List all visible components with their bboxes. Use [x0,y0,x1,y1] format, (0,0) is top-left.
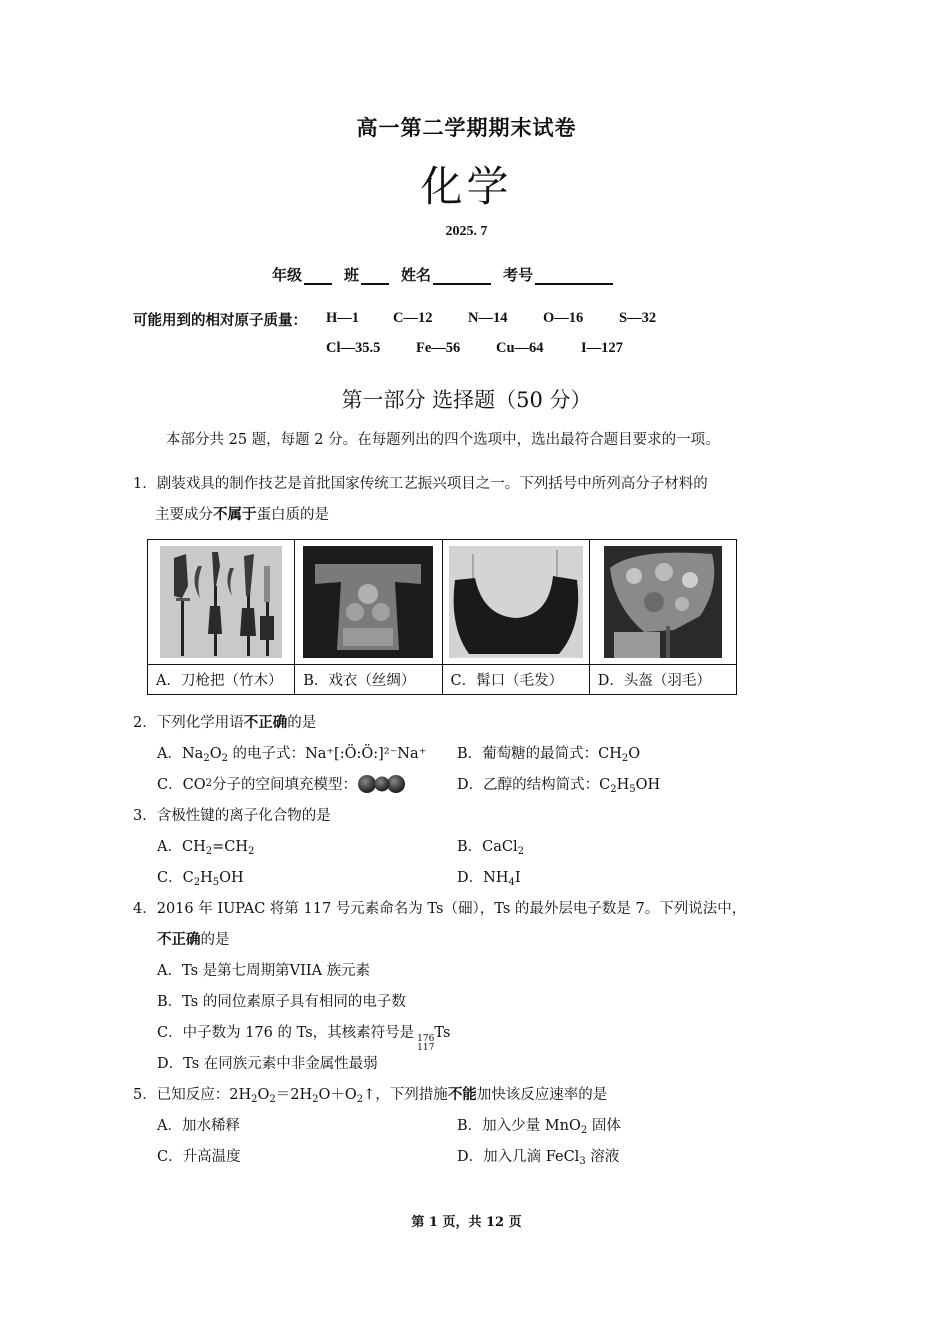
q2-number: 2． [133,715,157,731]
q5-option-a[interactable]: A．加水稀释 [157,1118,240,1134]
q2-a-pre: A．Na [157,746,204,762]
mass-cl: Cl—35.5 [326,340,381,356]
q1-number: 1． [133,476,157,492]
q2-option-c[interactable]: C．CO 2 分子的空间填充模型： [157,773,407,794]
part1-intro: 本部分共 25 题，每题 2 分。在每题列出的四个选项中，选出最符合题目要求的一项。 [166,432,720,448]
helmet-photo [590,540,736,665]
beard-photo [443,540,589,665]
mass-n: N—14 [468,310,508,326]
mass-h: H—1 [326,310,360,326]
q3-a-1: A．CH [157,839,206,855]
q5-option-b[interactable] [457,1114,621,1135]
q5-b-post: 固体 [587,1118,621,1134]
q1-option-b-label: B．戏衣（丝绸） [303,673,416,689]
q2-b-pre: B．葡萄糖的最简式：CH [457,746,622,762]
q1-stem-line2 [155,503,329,524]
q5-option-c[interactable]: C．升高温度 [157,1149,241,1165]
q3-option-a[interactable] [157,835,254,856]
q5-number: 5． [133,1087,157,1103]
q1-stem-emphasis: 不属于 [213,507,257,523]
q3-c-1: C．C [157,870,194,886]
exam-date: 2025. 7 [445,224,488,239]
q1-option-d-label: D．头盔（羽毛） [597,673,711,689]
q2-option-d[interactable] [457,773,660,794]
q3-b-1: B．CaCl [457,839,518,855]
q1-stem-pre: 主要成分 [155,507,213,523]
q3-d-3: I [514,870,521,886]
helmet-image [604,546,722,658]
q3-c-2: 2 [193,877,201,888]
q2-option-b[interactable] [457,742,640,763]
q2-stem-emphasis: 不正确 [243,715,288,731]
q3-stem-text: 含极性键的离子化合物的是 [156,808,331,824]
q3-a-2: 2 [205,846,213,857]
q5-s3: 2 [312,1094,319,1105]
q4-option-b[interactable]: B．Ts 的同位素原子具有相同的电子数 [157,994,406,1010]
name-label: 姓名 [401,266,432,284]
student-info-line [272,264,625,285]
mass-o: O—16 [543,310,584,326]
q4-number: 4． [133,901,157,917]
q5-t3: O＋O [318,1087,357,1103]
q3-c-3: H [200,870,213,886]
atomic-number: 117 [417,1043,435,1053]
nuclide-symbol-numbers [417,1035,434,1053]
q3-option-d[interactable] [457,866,521,887]
grade-label: 年级 [272,266,303,284]
q1-image-table [147,539,737,695]
q2-a-sub2: 2 [221,753,228,764]
name-blank[interactable] [433,269,491,285]
beard-image [449,546,583,658]
q5-stem [133,1083,607,1104]
q5-d-post: 溶液 [585,1149,620,1165]
q3-option-b[interactable] [457,835,524,856]
q1-stem-post: 蛋白质的是 [256,507,329,523]
q4-c-pre: C．中子数为 176 的 Ts，其核素符号是 [157,1025,415,1041]
co2-space-filling-model-icon [357,774,407,794]
mass-s: S—32 [619,310,657,326]
q2-d-mid: H [616,777,630,793]
q4-option-d[interactable]: D．Ts 在同族元素中非金属性最弱 [157,1056,378,1072]
q5-d-pre: D．加入几滴 FeCl [457,1149,580,1165]
q2-stem-post: 的是 [287,715,317,731]
q2-d-sub2: 5 [629,784,636,795]
q5-t2: ＝2H [275,1087,313,1103]
robe-photo [295,540,441,665]
q5-b-pre: B．加入少量 MnO [457,1118,581,1134]
mass-number: 176 [417,1034,435,1044]
atomic-masses-label: 可能用到的相对原子质量： [133,313,307,329]
mass-c: C—12 [393,310,433,326]
q5-s1: 2 [251,1094,258,1105]
weapons-photo [148,540,294,665]
q4-stem-line1 [133,897,746,918]
q3-option-c[interactable] [157,866,244,887]
subject-title: 化学 [420,162,513,211]
q2-stem [133,711,316,732]
q2-a-mid: O [209,746,222,762]
q4-stem-line2 [157,928,230,949]
q3-d-2: 4 [508,877,515,888]
q2-d-post: OH [635,777,661,793]
q2-d-pre: D．乙醇的结构简式：C [457,777,611,793]
q4-option-c[interactable] [157,1021,450,1053]
q3-a-4: 2 [247,846,255,857]
q2-stem-pre: 下列化学用语 [156,715,244,731]
mass-fe: Fe—56 [416,340,461,356]
q1-option-c-label: C．髯口（毛发） [450,673,564,689]
q2-c-post: 分子的空间填充模型： [211,777,357,793]
exam-no-label: 考号 [503,266,534,284]
q5-t1: O [257,1087,270,1103]
q3-number: 3． [133,808,157,824]
q2-a-post: 的电子式： [227,746,306,762]
q1-option-a-label: A．刀枪把（竹木） [156,673,283,689]
q4-option-a[interactable]: A．Ts 是第七周期第VIIA 族元素 [157,963,371,979]
q5-option-d[interactable] [457,1145,619,1166]
q5-stem-post: 加快该反应速率的是 [476,1087,608,1103]
q1-option-c[interactable] [443,540,590,694]
grade-blank[interactable] [304,269,332,285]
exam-title: 高一第二学期期末试卷 [356,116,577,140]
page-footer: 第 1 页，共 12 页 [411,1215,522,1230]
na2o2-electron-formula: Na⁺[:Ö:Ö:]²⁻Na⁺ [305,746,427,762]
q2-option-a[interactable] [157,742,426,763]
exam-no-blank[interactable] [535,269,613,285]
q3-a-3: =CH [212,839,248,855]
q1-option-d[interactable] [590,540,736,694]
q1-stem-text: 剧装戏具的制作技艺是首批国家传统工艺振兴项目之一。下列括号中所列高分子材料的 [156,476,708,492]
class-label: 班 [344,266,360,284]
class-blank[interactable] [361,269,389,285]
q1-option-b[interactable] [295,540,442,694]
part1-title: 第一部分 选择题（50 分） [341,388,592,412]
q5-eq-1: 已知反应：2H [156,1087,252,1103]
q1-option-a[interactable] [148,540,295,694]
q3-c-4: 5 [212,877,220,888]
q5-b-sub: 2 [580,1125,588,1136]
q2-d-sub1: 2 [610,784,617,795]
q3-b-2: 2 [517,846,525,857]
mass-i: I—127 [581,340,623,356]
q3-c-5: OH [219,870,244,886]
q3-d-1: D．NH [457,870,509,886]
q3-stem [133,804,331,825]
q2-a-sub1: 2 [203,753,210,764]
q1-stem-line1 [133,472,708,493]
robe-image [303,546,433,658]
q4-stem-text: 2016 年 IUPAC 将第 117 号元素命名为 Ts（鿬），Ts 的最外层电子数是 7。下列说法中， [156,901,747,917]
weapons-image [160,546,282,658]
q5-t4: ↑，下列措施 [363,1087,448,1103]
mass-cu: Cu—64 [496,340,544,356]
q2-b-post: O [628,746,641,762]
q5-s2: 2 [269,1094,276,1105]
nuclide-symbol: Ts [434,1025,451,1041]
q2-c-pre: C．CO [157,777,206,793]
q2-b-sub: 2 [621,753,629,764]
q4-stem-post: 的是 [200,932,230,948]
q5-d-sub: 3 [579,1156,586,1167]
q5-stem-emphasis: 不能 [447,1087,477,1103]
q5-s4: 2 [356,1094,364,1105]
q4-stem-emphasis: 不正确 [157,932,201,948]
